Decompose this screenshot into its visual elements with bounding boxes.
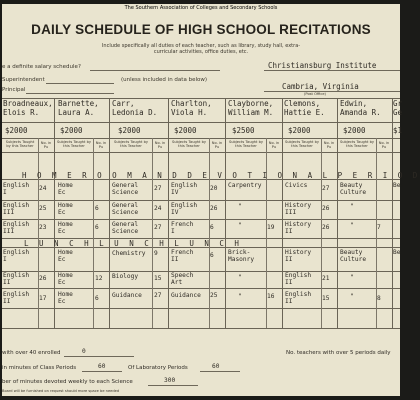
row-2-subject-6-level: III xyxy=(285,209,297,216)
teacher-4-salary: $2000 xyxy=(174,126,197,135)
row-3-count-4: 6 xyxy=(210,224,214,231)
row-1-count-6: 27 xyxy=(322,185,330,192)
row-3-count-1: 23 xyxy=(39,224,47,231)
row-4-subject-1: English xyxy=(3,249,30,256)
row-1-subject-5: Carpentry xyxy=(228,182,262,189)
row-4-subject-4: French xyxy=(171,249,194,256)
pupils-column-header: No. in Pu xyxy=(378,141,390,149)
teacher-7-surname: Edwin, xyxy=(340,99,368,108)
instruction-line-2: curricular activities, office duties, etc. xyxy=(153,49,249,55)
row-2-count-6: 26 xyxy=(322,205,330,212)
row-5-subject-6: English xyxy=(285,272,312,279)
class-period-length-label: in minutes of Class Periods xyxy=(2,365,77,371)
row-2-subject-4-level: IV xyxy=(171,209,179,216)
pupils-column-header: No. in Pu xyxy=(211,141,223,149)
row-3-subject-2-level: Ec xyxy=(58,228,66,235)
row-1-subject-2: Home xyxy=(58,182,73,189)
row-3-subject-5: " xyxy=(238,222,242,229)
school-location: Cambria, Virginia xyxy=(282,82,359,91)
row-3-subject-7: " xyxy=(350,222,354,229)
subjects-column-header: Subjects Taught by this Teacher xyxy=(113,140,149,148)
row-3-count-6: 26 xyxy=(322,224,330,231)
row-6-count-6: 15 xyxy=(322,295,330,302)
row-3-subject-1-level: III xyxy=(3,228,15,235)
row-6-subject-2: Home xyxy=(58,291,73,298)
row-2-subject-1-level: III xyxy=(3,209,15,216)
association-name: The Southern Association of Colleges and Secondary Schools xyxy=(124,5,278,11)
salary-answer-line xyxy=(90,70,220,71)
principal-label: Principal xyxy=(2,87,26,93)
classes-over-40-value: 0 xyxy=(82,348,86,355)
row-2-subject-7: " xyxy=(350,203,354,210)
science-minutes-label: ber of minutes devoted weekly to each Science xyxy=(2,379,133,385)
row-6-subject-5: " xyxy=(238,293,242,300)
teacher-4-given-name: Viola H. xyxy=(171,108,208,117)
row-4-subject-3: Chemistry xyxy=(112,250,146,257)
row-6-subject-2-level: Ec xyxy=(58,298,66,305)
row-1-count-4: 20 xyxy=(210,185,218,192)
lab-period-length-label: Of Laboratory Periods xyxy=(128,365,188,371)
row-6-subject-1-level: II xyxy=(3,298,11,305)
row-1-subject-1-level: I xyxy=(3,189,7,196)
teacher-1-given-name: Elois R. xyxy=(3,108,40,117)
class-period-line xyxy=(82,371,122,372)
subjects-column-header: Subjects Taught by this Teacher xyxy=(228,140,264,148)
row-3-count-5: 19 xyxy=(267,224,275,231)
classes-over-40-line xyxy=(64,356,134,357)
row-6-count-5: 16 xyxy=(267,293,275,300)
subjects-column-header: Subjects Taught by this Teacher xyxy=(171,140,207,148)
row-2-subject-2-level: Ec xyxy=(58,209,66,216)
row-1-count-3: 27 xyxy=(154,185,162,192)
row-1-subject-6: Civics xyxy=(285,182,308,189)
row-6-subject-6: English xyxy=(285,291,312,298)
pupils-column-header: No. in Pu xyxy=(268,141,280,149)
teacher-5-surname: Clayborne, xyxy=(228,99,274,108)
teacher-4-surname: Charlton, xyxy=(171,99,212,108)
row-2-subject-2: Home xyxy=(58,202,73,209)
pupils-column-header: No. in Pu xyxy=(323,141,335,149)
school-name-line xyxy=(264,70,400,71)
row-3-count-3: 27 xyxy=(154,224,162,231)
lunch-band-label: L U N C H L U N C H L U N C H xyxy=(24,239,242,248)
row-2-count-3: 24 xyxy=(154,205,162,212)
row-1-subject-1: English xyxy=(3,182,30,189)
row-5-subject-2: Home xyxy=(58,272,73,279)
row-3-subject-6-level: II xyxy=(285,228,293,235)
row-4-count-4: 6 xyxy=(210,252,214,259)
row-3-subject-6: History xyxy=(285,221,312,228)
teacher-8-given-name: Ge xyxy=(393,108,403,117)
instruction-line-1: Include specifically all duties of each teacher, such as library, study hall, extra- xyxy=(101,43,301,49)
footer-fine-print: Board will be furnished on request should more space be needed xyxy=(2,389,120,393)
row-3-subject-3: General xyxy=(112,221,139,228)
row-2-subject-6: History xyxy=(285,202,312,209)
teacher-1-salary: $2000 xyxy=(5,126,28,135)
row-4-subject-2-level: Ec xyxy=(58,256,66,263)
row-1-subject-8: Be xyxy=(393,182,401,189)
row-3-subject-4: French xyxy=(171,221,194,228)
row-6-subject-4: Guidance xyxy=(171,292,201,299)
teacher-1-surname: Broadneaux, xyxy=(3,99,53,108)
row-5-count-2: 12 xyxy=(95,275,103,282)
row-6-count-3: 27 xyxy=(154,292,162,299)
row-6-count-4: 25 xyxy=(210,292,218,299)
row-5-subject-6-level: II xyxy=(285,279,293,286)
row-2-subject-5: " xyxy=(238,203,242,210)
row-4-subject-6: History xyxy=(285,249,312,256)
teacher-3-given-name: Ledonia D. xyxy=(112,108,158,117)
row-6-count-7: 8 xyxy=(377,295,381,302)
row-1-subject-7: Beauty xyxy=(340,182,363,189)
row-4-subject-2: Home xyxy=(58,249,73,256)
teacher-2-given-name: Laura A. xyxy=(58,108,95,117)
row-4-subject-1-level: I xyxy=(3,256,7,263)
row-4-subject-8: Be xyxy=(393,249,401,256)
teacher-5-given-name: William M. xyxy=(228,108,274,117)
row-3-count-7: 7 xyxy=(377,224,381,231)
teacher-8-surname: Gr xyxy=(393,99,403,108)
row-5-count-6: 21 xyxy=(322,275,330,282)
principal-line xyxy=(26,93,114,94)
row-5-subject-2-level: Ec xyxy=(58,279,66,286)
row-5-subject-4: Speech xyxy=(171,272,194,279)
pupils-column-header: No. in Pu xyxy=(95,141,107,149)
teacher-6-salary: $2000 xyxy=(288,126,311,135)
pupils-column-header: No. in Pu xyxy=(154,141,166,149)
row-1-count-1: 24 xyxy=(39,185,47,192)
row-3-subject-3-level: Science xyxy=(112,228,139,235)
science-minutes-line xyxy=(148,385,198,386)
row-2-subject-4: English xyxy=(171,202,198,209)
lab-period-line xyxy=(200,371,240,372)
row-5-subject-1-level: II xyxy=(3,279,11,286)
teacher-2-surname: Barnette, xyxy=(58,99,99,108)
row-2-count-4: 26 xyxy=(210,205,218,212)
teacher-7-given-name: Amanda R. xyxy=(340,108,381,117)
row-2-subject-3: General xyxy=(112,202,139,209)
teacher-6-surname: Clemons, xyxy=(284,99,321,108)
row-5-count-3: 15 xyxy=(154,275,162,282)
row-4-subject-5: Brick- xyxy=(228,249,251,256)
row-3-count-2: 6 xyxy=(95,224,99,231)
row-3-subject-1: English xyxy=(3,221,30,228)
location-line xyxy=(264,91,400,92)
row-4-subject-7: Beauty xyxy=(340,249,363,256)
teacher-3-salary: $2000 xyxy=(118,126,141,135)
row-6-subject-7: " xyxy=(350,293,354,300)
row-1-subject-4: English xyxy=(171,182,198,189)
row-6-count-2: 6 xyxy=(95,295,99,302)
teacher-2-salary: $2000 xyxy=(60,126,83,135)
science-minutes-value: 300 xyxy=(164,377,176,384)
schedule-grid xyxy=(2,98,420,329)
row-5-subject-4-level: Art xyxy=(171,279,183,286)
row-2-count-1: 25 xyxy=(39,205,47,212)
row-2-subject-3-level: Science xyxy=(112,209,139,216)
row-1-subject-2-level: Ec xyxy=(58,189,66,196)
row-5-subject-1: English xyxy=(3,272,30,279)
teacher-6-given-name: Hattie E. xyxy=(284,108,325,117)
salary-schedule-question: e a definite salary schedule? xyxy=(2,64,81,70)
row-6-subject-1: English xyxy=(3,291,30,298)
teachers-over-5-periods-label: No. teachers with over 5 periods daily xyxy=(286,350,391,356)
row-1-subject-3-level: Science xyxy=(112,189,139,196)
pupils-column-header: No. in Pu xyxy=(40,141,52,149)
teacher-8-salary: $1 xyxy=(393,126,403,135)
row-6-subject-6-level: II xyxy=(285,298,293,305)
subjects-column-header: Subjects Taught by this Teacher xyxy=(284,140,320,148)
row-4-count-3: 9 xyxy=(154,250,158,257)
include-note: (unless included in data below) xyxy=(121,77,207,83)
schedule-form-sheet xyxy=(2,4,420,396)
superintendent-label: Superintendent xyxy=(2,77,45,83)
row-6-subject-3: Guidance xyxy=(112,292,142,299)
row-5-subject-5: " xyxy=(238,274,242,281)
row-4-subject-7-level: Culture xyxy=(340,256,367,263)
superintendent-line xyxy=(46,83,114,84)
row-2-count-2: 6 xyxy=(95,205,99,212)
school-name: Christiansburg Institute xyxy=(268,61,377,70)
row-1-subject-4-level: IV xyxy=(171,189,179,196)
post-office-note: (Post Office) xyxy=(304,92,326,96)
row-1-subject-7-level: Culture xyxy=(340,189,367,196)
classes-over-40-label: with over 40 enrolled xyxy=(2,350,61,356)
homeroom-band-label: H O M E R O O M A N D D E V O T I O N A L P E R I O D xyxy=(22,171,420,180)
class-period-length-value: 60 xyxy=(98,363,106,370)
subjects-column-header: Subjects Taught by this Teacher xyxy=(5,140,35,148)
subjects-column-header: Subjects Taught by this Teacher xyxy=(56,140,92,148)
form-title: DAILY SCHEDULE OF HIGH SCHOOL RECITATIONS xyxy=(31,22,371,37)
row-5-count-1: 26 xyxy=(39,275,47,282)
row-4-subject-5-level: Masonry xyxy=(228,256,255,263)
row-3-subject-4-level: I xyxy=(171,228,175,235)
teacher-7-salary: $2000 xyxy=(343,126,366,135)
row-3-subject-2: Home xyxy=(58,221,73,228)
teacher-5-salary: $2500 xyxy=(232,126,255,135)
row-2-subject-1: English xyxy=(3,202,30,209)
row-4-subject-4-level: II xyxy=(171,256,179,263)
row-1-subject-3: General xyxy=(112,182,139,189)
subjects-column-header: Subjects Taught by this Teacher xyxy=(339,140,375,148)
teacher-3-surname: Carr, xyxy=(112,99,135,108)
row-4-subject-6-level: II xyxy=(285,256,293,263)
row-6-count-1: 17 xyxy=(39,295,47,302)
row-5-subject-3: Biology xyxy=(112,273,139,280)
lab-period-length-value: 60 xyxy=(212,363,220,370)
row-5-subject-7: " xyxy=(350,274,354,281)
